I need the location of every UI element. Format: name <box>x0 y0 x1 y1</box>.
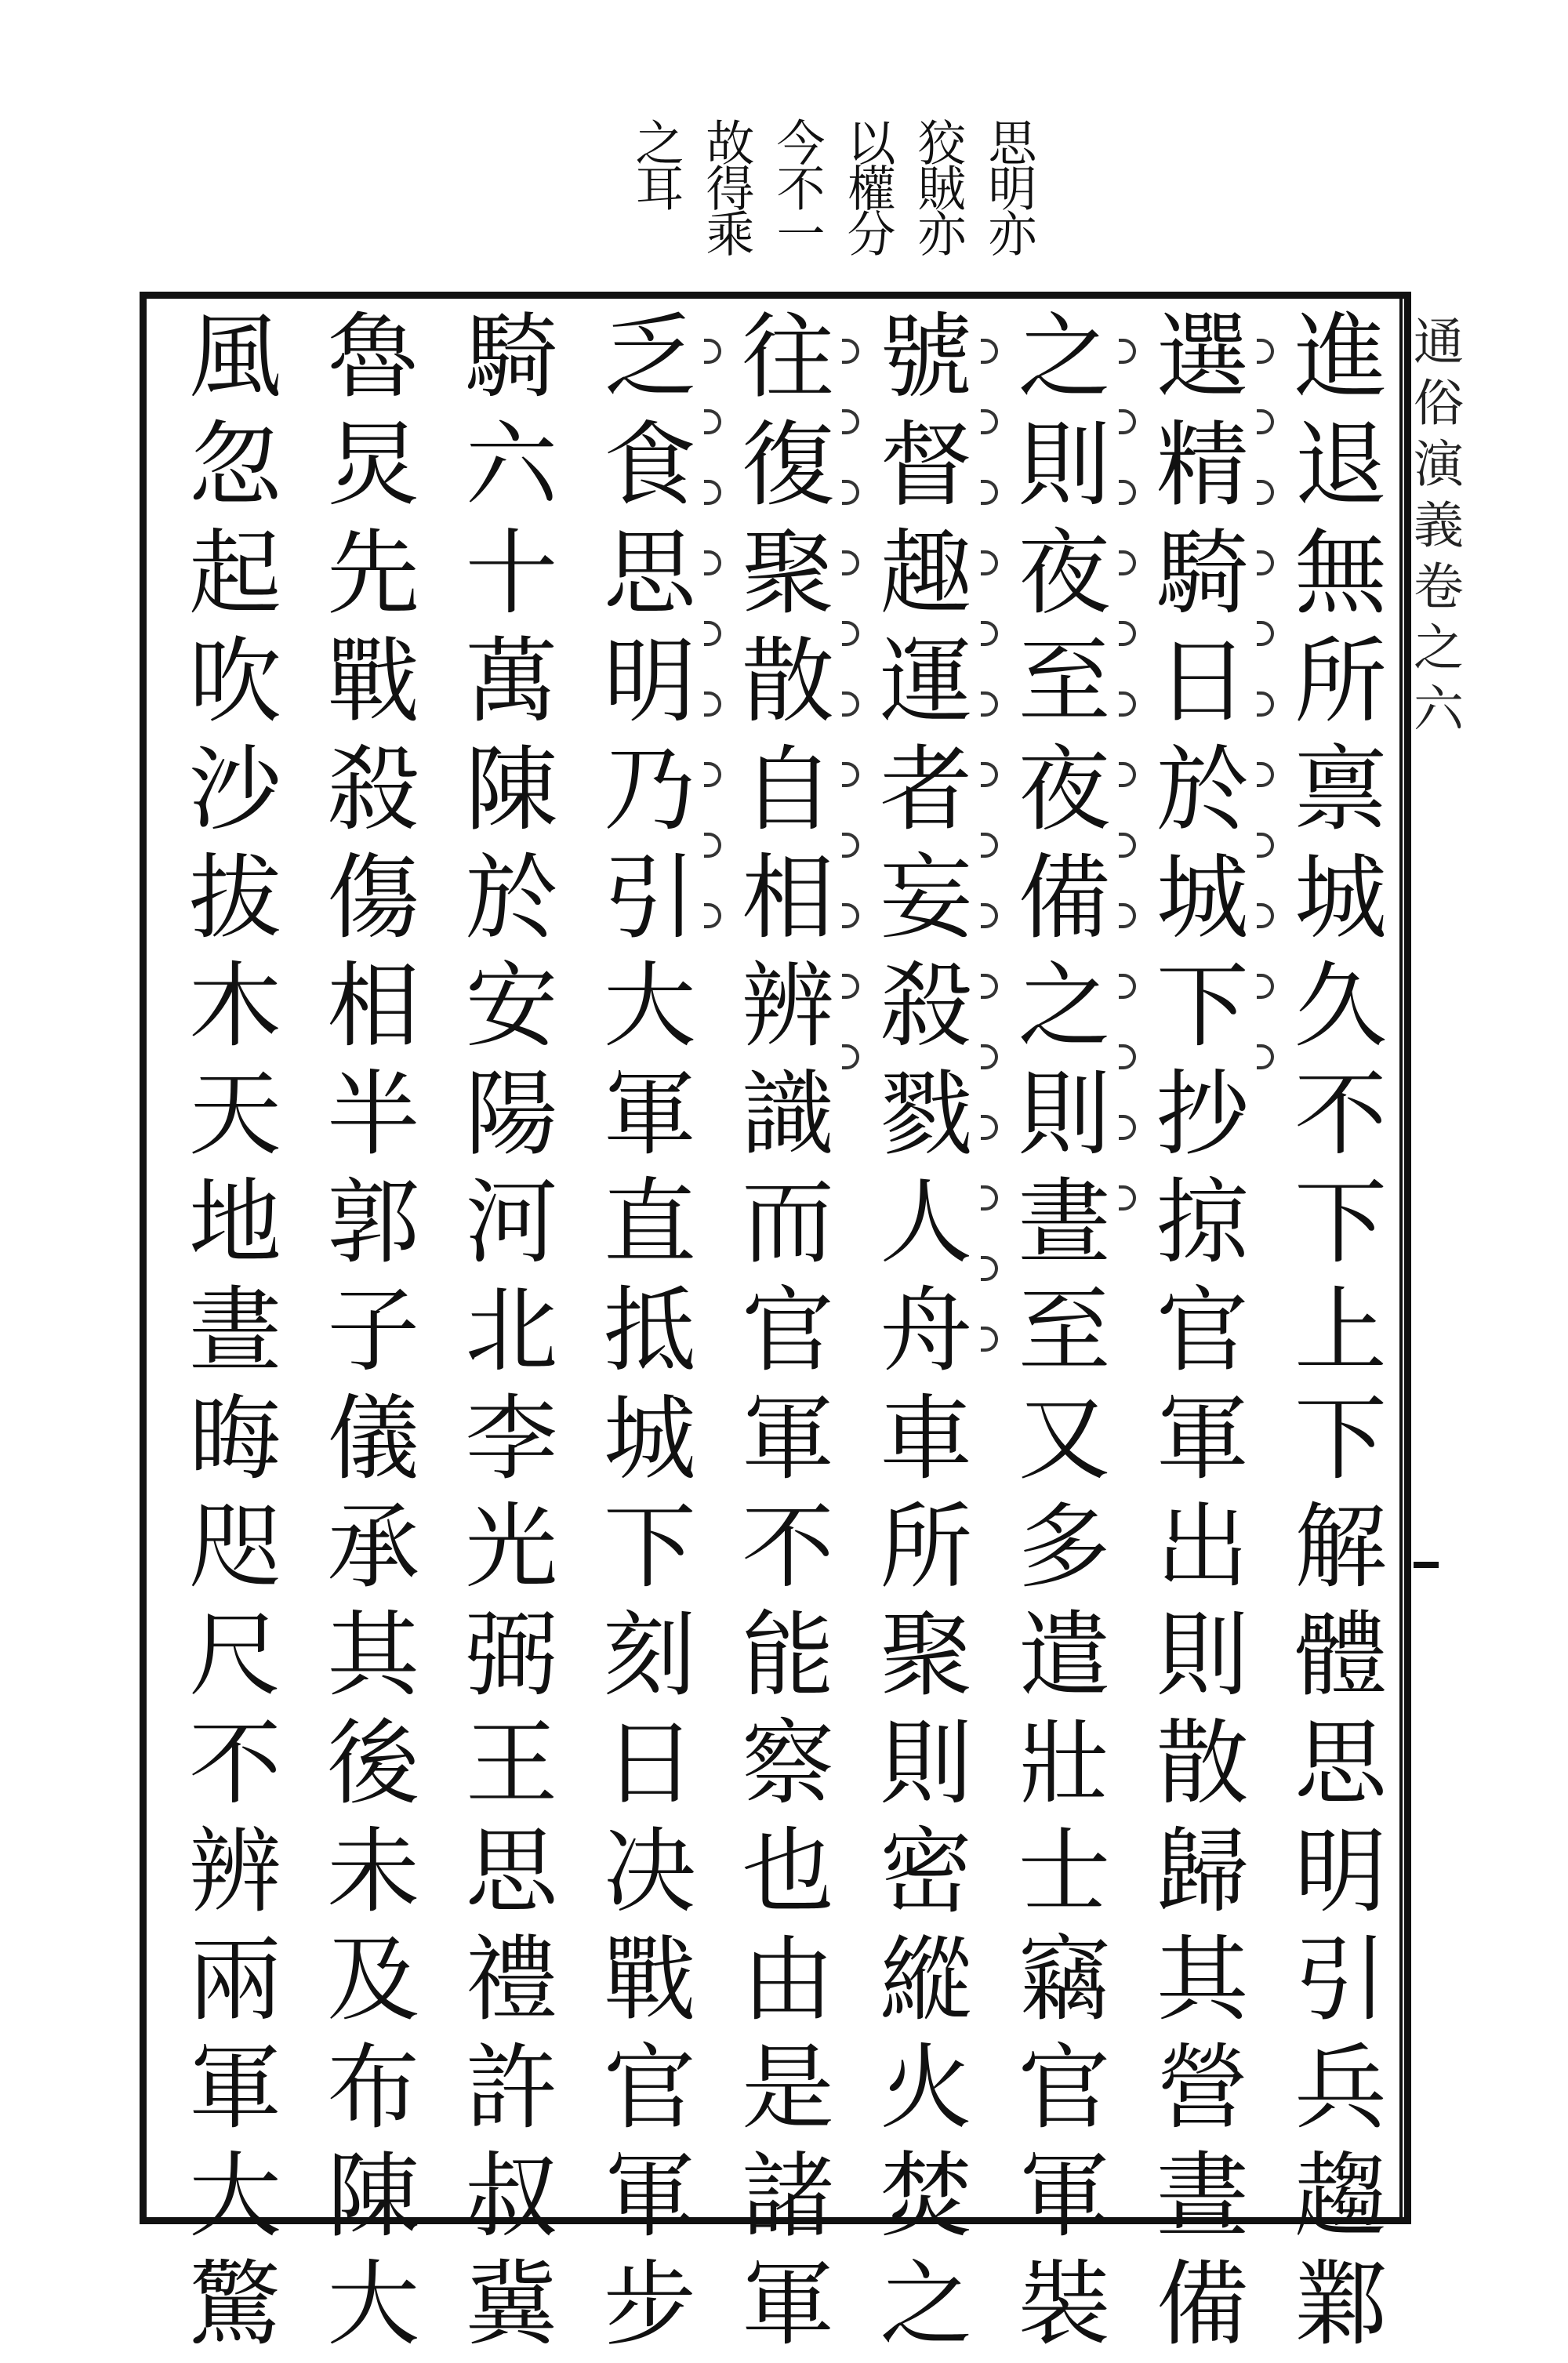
marginal-note-column: 以權分 <box>839 118 896 254</box>
punctuation-mark <box>1257 550 1274 575</box>
main-text-block <box>161 307 1392 2363</box>
text-column-body: 乏食思明乃引大軍直抵城下刻日决戰官軍步 <box>587 307 696 2363</box>
text-column <box>990 307 1116 2363</box>
punctuation-mark <box>1119 903 1136 928</box>
punctuation-mark <box>842 550 859 575</box>
punctuation-mark <box>842 691 859 717</box>
punctuation-marks <box>161 307 169 2197</box>
marginal-note-column: 狡賊亦 <box>909 118 967 254</box>
folio-label: 通俗演義卷之六 <box>1405 315 1463 743</box>
punctuation-mark <box>704 550 721 575</box>
punctuation-mark <box>981 903 998 928</box>
punctuation-marks <box>981 307 998 2197</box>
text-column-body: 選精騎日於城下抄掠官軍出則散歸其營晝備 <box>1140 307 1249 2363</box>
punctuation-mark <box>981 1115 998 1140</box>
punctuation-mark <box>1257 903 1274 928</box>
punctuation-mark <box>981 409 998 434</box>
punctuation-mark <box>842 339 859 364</box>
punctuation-marks <box>299 307 307 2197</box>
punctuation-mark <box>842 1044 859 1069</box>
punctuation-mark <box>981 480 998 505</box>
punctuation-mark <box>1119 409 1136 434</box>
punctuation-mark <box>981 1327 998 1352</box>
punctuation-mark <box>842 833 859 858</box>
punctuation-marks <box>842 307 859 2197</box>
text-column-body: 騎六十萬陳於安陽河北李光弼王思禮許叔冀 <box>449 307 558 2363</box>
punctuation-marks <box>575 307 583 2197</box>
folio-strip <box>1399 292 1463 2224</box>
folio-mark <box>1414 1562 1439 1568</box>
punctuation-mark <box>1119 974 1136 999</box>
text-column <box>575 307 701 2363</box>
punctuation-marks <box>1119 307 1136 2197</box>
punctuation-mark <box>1257 339 1274 364</box>
punctuation-marks <box>704 307 721 2197</box>
punctuation-mark <box>704 833 721 858</box>
punctuation-marks <box>1257 307 1274 2197</box>
punctuation-mark <box>1119 480 1136 505</box>
punctuation-mark <box>842 480 859 505</box>
punctuation-mark <box>1257 833 1274 858</box>
text-column-body: 風忽起吹沙拔木天地晝晦咫尺不辨兩軍大驚 <box>173 307 281 2363</box>
punctuation-mark <box>1257 691 1274 717</box>
punctuation-mark <box>704 762 721 787</box>
marginal-note <box>627 118 1035 298</box>
text-column <box>713 307 839 2363</box>
marginal-note-column: 之耳 <box>627 118 684 209</box>
marginal-note-column: 今不一 <box>768 118 826 254</box>
punctuation-mark <box>1119 1044 1136 1069</box>
text-column-body: 進退無所禀城久不下上下解體思明引兵趨鄴 <box>1279 307 1387 2363</box>
punctuation-mark <box>981 833 998 858</box>
punctuation-mark <box>704 339 721 364</box>
punctuation-mark <box>1257 621 1274 646</box>
punctuation-marks <box>437 307 445 2197</box>
marginal-note-column: 故得乘 <box>698 118 755 254</box>
punctuation-mark <box>1119 621 1136 646</box>
punctuation-mark <box>704 480 721 505</box>
punctuation-mark <box>1119 762 1136 787</box>
punctuation-mark <box>981 974 998 999</box>
punctuation-mark <box>1119 833 1136 858</box>
punctuation-mark <box>1119 1115 1136 1140</box>
punctuation-mark <box>704 691 721 717</box>
punctuation-mark <box>981 621 998 646</box>
punctuation-mark <box>1257 409 1274 434</box>
punctuation-mark <box>1257 762 1274 787</box>
text-column <box>437 307 563 2363</box>
punctuation-mark <box>1257 974 1274 999</box>
text-column <box>851 307 977 2363</box>
text-column <box>161 307 286 2363</box>
punctuation-mark <box>981 550 998 575</box>
punctuation-mark <box>842 903 859 928</box>
punctuation-mark <box>981 339 998 364</box>
punctuation-mark <box>1119 691 1136 717</box>
punctuation-mark <box>704 621 721 646</box>
punctuation-mark <box>981 1256 998 1281</box>
punctuation-mark <box>981 762 998 787</box>
text-column-body: 號督趣運者妄殺戮人舟車所聚則密縱火焚之 <box>864 307 973 2363</box>
text-column <box>299 307 424 2363</box>
punctuation-mark <box>981 1185 998 1211</box>
punctuation-mark <box>981 1044 998 1069</box>
punctuation-mark <box>704 409 721 434</box>
punctuation-mark <box>842 974 859 999</box>
punctuation-mark <box>1119 339 1136 364</box>
marginal-note-column: 思明亦 <box>980 118 1037 254</box>
punctuation-mark <box>842 409 859 434</box>
text-column-body: 魯炅先戰殺傷相半郭子儀承其後未及布陳大 <box>311 307 420 2363</box>
punctuation-mark <box>1257 480 1274 505</box>
punctuation-mark <box>1119 1185 1136 1211</box>
text-column <box>1266 307 1392 2363</box>
punctuation-mark <box>704 903 721 928</box>
text-column-body: 之則夜至夜備之則晝至又多遣壯士竊官軍裝 <box>1002 307 1111 2363</box>
punctuation-mark <box>981 691 998 717</box>
text-column-body: 往復聚散自相辨識而官軍不能察也由是諸軍 <box>726 307 834 2363</box>
punctuation-mark <box>842 762 859 787</box>
text-column <box>1128 307 1254 2363</box>
punctuation-mark <box>1119 550 1136 575</box>
punctuation-mark <box>842 621 859 646</box>
punctuation-mark <box>1257 1044 1274 1069</box>
